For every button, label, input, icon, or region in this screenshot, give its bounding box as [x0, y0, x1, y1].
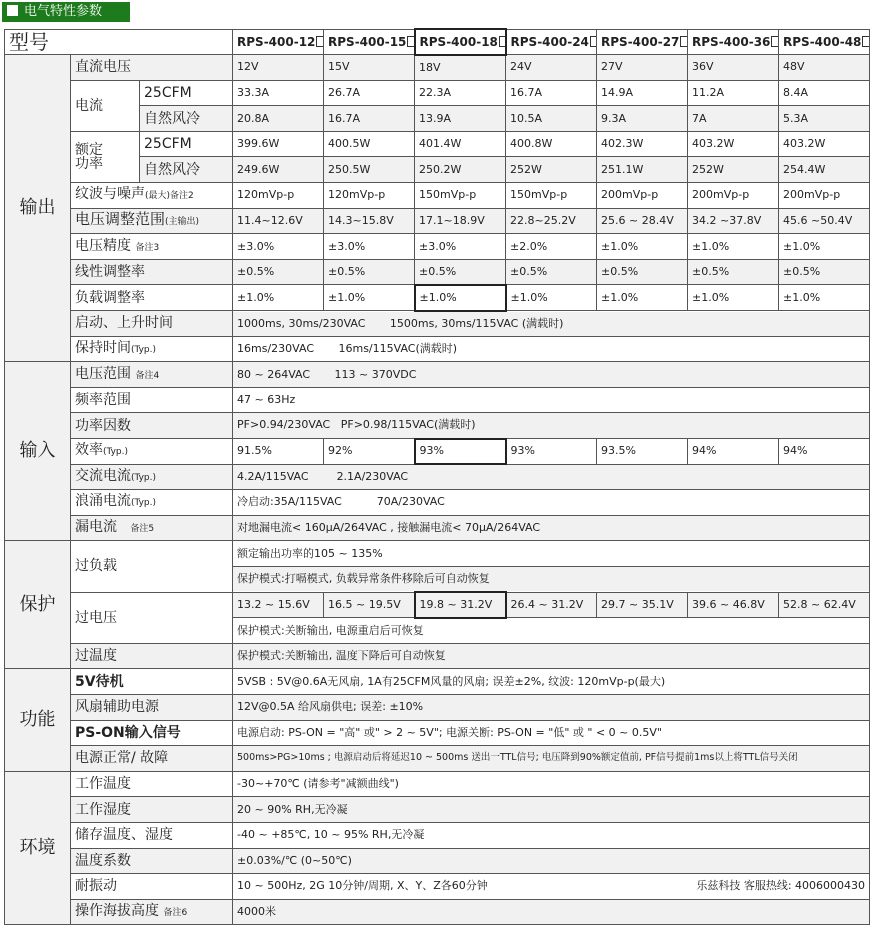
value-cell: 13.9A: [415, 106, 506, 132]
model-cell: RPS-400-12: [233, 29, 324, 55]
value-cell: ±0.5%: [324, 259, 415, 285]
value-cell: 250.2W: [415, 157, 506, 183]
value-cell: 22.3A: [415, 80, 506, 106]
value-cell: ±1.0%: [324, 285, 415, 311]
value-cell: 399.6W: [233, 131, 324, 157]
section-title-bar: [2, 2, 130, 22]
value-cell: ±1.0%: [506, 285, 597, 311]
value-cell: 16.7A: [324, 106, 415, 132]
value-cell: 8.4A: [779, 80, 870, 106]
value-cell: 25.6 ~ 28.4V: [597, 208, 688, 234]
model-cell: RPS-400-36: [688, 29, 779, 55]
otp-value: 保护模式:关断输出, 温度下降后可自动恢复: [233, 643, 870, 669]
power-label: 额定 功率: [71, 131, 140, 182]
value-cell: 200mVp-p: [597, 183, 688, 209]
value-cell: 20.8A: [233, 106, 324, 132]
vrange-value: 80 ~ 264VAC 113 ~ 370VDC: [233, 362, 870, 388]
inrush-label: 浪涌电流(Typ.): [71, 490, 233, 516]
leak-label: 漏电流 备注5: [71, 515, 233, 541]
value-cell: 250.5W: [324, 157, 415, 183]
value-cell: ±0.5%: [688, 259, 779, 285]
value-cell: 94%: [688, 439, 779, 465]
value-cell: ±1.0%: [597, 285, 688, 311]
value-cell: 403.2W: [688, 131, 779, 157]
value-cell: 400.8W: [506, 131, 597, 157]
natural-cooling-label: 自然风冷: [140, 106, 233, 132]
cfm-label: 25CFM: [140, 80, 233, 106]
value-cell: ±1.0%: [688, 285, 779, 311]
section-environment: 环境: [5, 771, 71, 925]
model-cell: RPS-400-15: [324, 29, 415, 55]
hold-label: 保持时间(Typ.): [71, 336, 233, 362]
value-cell: 403.2W: [779, 131, 870, 157]
value-cell: 11.4~12.6V: [233, 208, 324, 234]
vadj-label: 电压调整范围(主输出): [71, 208, 233, 234]
optemp-label: 工作温度: [71, 771, 233, 797]
value-cell: 93.5%: [597, 439, 688, 465]
tempco-label: 温度系数: [71, 848, 233, 874]
value-cell: ±1.0%: [415, 285, 506, 311]
section-protect: 保护: [5, 541, 71, 669]
value-cell: 14.3~15.8V: [324, 208, 415, 234]
value-cell: 7A: [688, 106, 779, 132]
model-header: 型号: [5, 29, 233, 55]
eff-label: 效率(Typ.): [71, 439, 233, 465]
value-cell: 94%: [779, 439, 870, 465]
overload-value: 额定输出功率的105 ~ 135%: [233, 541, 870, 567]
value-cell: 92%: [324, 439, 415, 465]
tempco-value: ±0.03%/℃ (0~50℃): [233, 848, 870, 874]
value-cell: 401.4W: [415, 131, 506, 157]
altitude-value: 4000米: [233, 899, 870, 925]
value-cell: 5.3A: [779, 106, 870, 132]
value-cell: 254.4W: [779, 157, 870, 183]
altitude-label: 操作海拔高度 备注6: [71, 899, 233, 925]
hold-value: 16ms/230VAC 16ms/115VAC(满载时): [233, 336, 870, 362]
storage-label: 储存温度、湿度: [71, 822, 233, 848]
pf-label: 功率因数: [71, 413, 233, 439]
value-cell: 16.7A: [506, 80, 597, 106]
ripple-label: 纹波与噪声(最大)备注2: [71, 183, 233, 209]
value-cell: 16.5 ~ 19.5V: [324, 592, 415, 618]
value-cell: ±1.0%: [688, 234, 779, 260]
vibration-label: 耐振动: [71, 874, 233, 900]
value-cell: 26.7A: [324, 80, 415, 106]
value-cell: 93%: [415, 439, 506, 465]
model-cell: RPS-400-24: [506, 29, 597, 55]
storage-value: -40 ~ +85℃, 10 ~ 95% RH,无冷凝: [233, 822, 870, 848]
freq-label: 频率范围: [71, 387, 233, 413]
value-cell: 252W: [506, 157, 597, 183]
value-cell: 24V: [506, 55, 597, 81]
value-cell: ±0.5%: [233, 259, 324, 285]
pg-value: 500ms>PG>10ms ; 电源启动后将延迟10 ~ 500ms 送出一TTL信号; 电压降到90%额定值前, PF信号提前1ms以上将TTL信号关闭: [233, 746, 870, 772]
ovp-label: 过电压: [71, 592, 233, 643]
current-label: 电流: [71, 80, 140, 131]
dc-voltage-label: 直流电压: [71, 55, 233, 81]
ophum-value: 20 ~ 90% RH,无冷凝: [233, 797, 870, 823]
value-cell: ±1.0%: [779, 234, 870, 260]
spec-table: [4, 28, 870, 925]
value-cell: 150mVp-p: [415, 183, 506, 209]
section-output: 输出: [5, 55, 71, 362]
section-input: 输入: [5, 362, 71, 541]
cfm-label: 25CFM: [140, 131, 233, 157]
section-title: 电气特性参数: [24, 4, 103, 19]
value-cell: 249.6W: [233, 157, 324, 183]
natural-cooling-label: 自然风冷: [140, 157, 233, 183]
value-cell: 11.2A: [688, 80, 779, 106]
value-cell: 150mVp-p: [506, 183, 597, 209]
value-cell: 400.5W: [324, 131, 415, 157]
overload-mode: 保护模式:打嗝模式, 负载异常条件移除后可自动恢复: [233, 566, 870, 592]
value-cell: 26.4 ~ 31.2V: [506, 592, 597, 618]
section-function: 功能: [5, 669, 71, 771]
value-cell: ±0.5%: [597, 259, 688, 285]
value-cell: 27V: [597, 55, 688, 81]
value-cell: ±1.0%: [233, 285, 324, 311]
value-cell: ±0.5%: [779, 259, 870, 285]
model-row: [5, 29, 870, 55]
value-cell: ±1.0%: [779, 285, 870, 311]
value-cell: 34.2 ~37.8V: [688, 208, 779, 234]
value-cell: 19.8 ~ 31.2V: [415, 592, 506, 618]
value-cell: 93%: [506, 439, 597, 465]
value-cell: 12V: [233, 55, 324, 81]
value-cell: ±0.5%: [415, 259, 506, 285]
standby-label: 5V待机: [71, 669, 233, 695]
optemp-value: -30~+70℃ (请参考"减额曲线"): [233, 771, 870, 797]
value-cell: 252W: [688, 157, 779, 183]
model-cell: RPS-400-27: [597, 29, 688, 55]
value-cell: 13.2 ~ 15.6V: [233, 592, 324, 618]
value-cell: 251.1W: [597, 157, 688, 183]
value-cell: ±3.0%: [415, 234, 506, 260]
value-cell: 45.6 ~50.4V: [779, 208, 870, 234]
pf-value: PF>0.94/230VAC PF>0.98/115VAC(满载时): [233, 413, 870, 439]
value-cell: 18V: [415, 55, 506, 81]
fan-label: 风扇辅助电源: [71, 694, 233, 720]
ophum-label: 工作湿度: [71, 797, 233, 823]
value-cell: 120mVp-p: [324, 183, 415, 209]
value-cell: 39.6 ~ 46.8V: [688, 592, 779, 618]
standby-value: 5VSB : 5V@0.6A无风扇, 1A有25CFM风量的风扇; 误差±2%, 纹波: 120mVp-p(最大): [233, 669, 870, 695]
value-cell: 120mVp-p: [233, 183, 324, 209]
pson-value: 电源启动: PS-ON = "高" 或" > 2 ~ 5V"; 电源关断: PS-ON = "低" 或 " < 0 ~ 0.5V": [233, 720, 870, 746]
value-cell: ±2.0%: [506, 234, 597, 260]
value-cell: 200mVp-p: [688, 183, 779, 209]
startup-value: 1000ms, 30ms/230VAC 1500ms, 30ms/115VAC (满载时): [233, 311, 870, 337]
otp-label: 过温度: [71, 643, 233, 669]
vacc-label: 电压精度 备注3: [71, 234, 233, 260]
value-cell: ±3.0%: [233, 234, 324, 260]
fan-value: 12V@0.5A 给风扇供电; 误差: ±10%: [233, 694, 870, 720]
value-cell: 402.3W: [597, 131, 688, 157]
startup-label: 启动、上升时间: [71, 311, 233, 337]
value-cell: 10.5A: [506, 106, 597, 132]
vrange-label: 电压范围 备注4: [71, 362, 233, 388]
line-reg-label: 线性调整率: [71, 259, 233, 285]
value-cell: 17.1~18.9V: [415, 208, 506, 234]
value-cell: ±3.0%: [324, 234, 415, 260]
value-cell: 9.3A: [597, 106, 688, 132]
value-cell: ±0.5%: [506, 259, 597, 285]
value-cell: 22.8~25.2V: [506, 208, 597, 234]
load-reg-label: 负载调整率: [71, 285, 233, 311]
value-cell: ±1.0%: [597, 234, 688, 260]
model-cell: RPS-400-18: [415, 29, 506, 55]
hotline-text: 乐兹科技 客服热线: 4006000430: [696, 879, 866, 893]
freq-value: 47 ~ 63Hz: [233, 387, 870, 413]
value-cell: 200mVp-p: [779, 183, 870, 209]
ovp-mode: 保护模式:关断输出, 电源重启后可恢复: [233, 618, 870, 644]
model-cell: RPS-400-48: [779, 29, 870, 55]
pg-label: 电源正常/ 故障: [71, 746, 233, 772]
value-cell: 14.9A: [597, 80, 688, 106]
inrush-value: 冷启动:35A/115VAC 70A/230VAC: [233, 490, 870, 516]
ac-label: 交流电流(Typ.): [71, 464, 233, 490]
value-cell: 15V: [324, 55, 415, 81]
square-icon: [7, 5, 18, 16]
value-cell: 91.5%: [233, 439, 324, 465]
leak-value: 对地漏电流< 160μA/264VAC , 接触漏电流< 70μA/264VAC: [233, 515, 870, 541]
ac-value: 4.2A/115VAC 2.1A/230VAC: [233, 464, 870, 490]
vibration-value: 10 ~ 500Hz, 2G 10分钟/周期, X、Y、Z各60分钟 乐兹科技 客服热线: 4006000430: [233, 874, 870, 900]
value-cell: 36V: [688, 55, 779, 81]
value-cell: 29.7 ~ 35.1V: [597, 592, 688, 618]
value-cell: 52.8 ~ 62.4V: [779, 592, 870, 618]
pson-label: PS-ON输入信号: [71, 720, 233, 746]
value-cell: 48V: [779, 55, 870, 81]
overload-label: 过负载: [71, 541, 233, 592]
value-cell: 33.3A: [233, 80, 324, 106]
